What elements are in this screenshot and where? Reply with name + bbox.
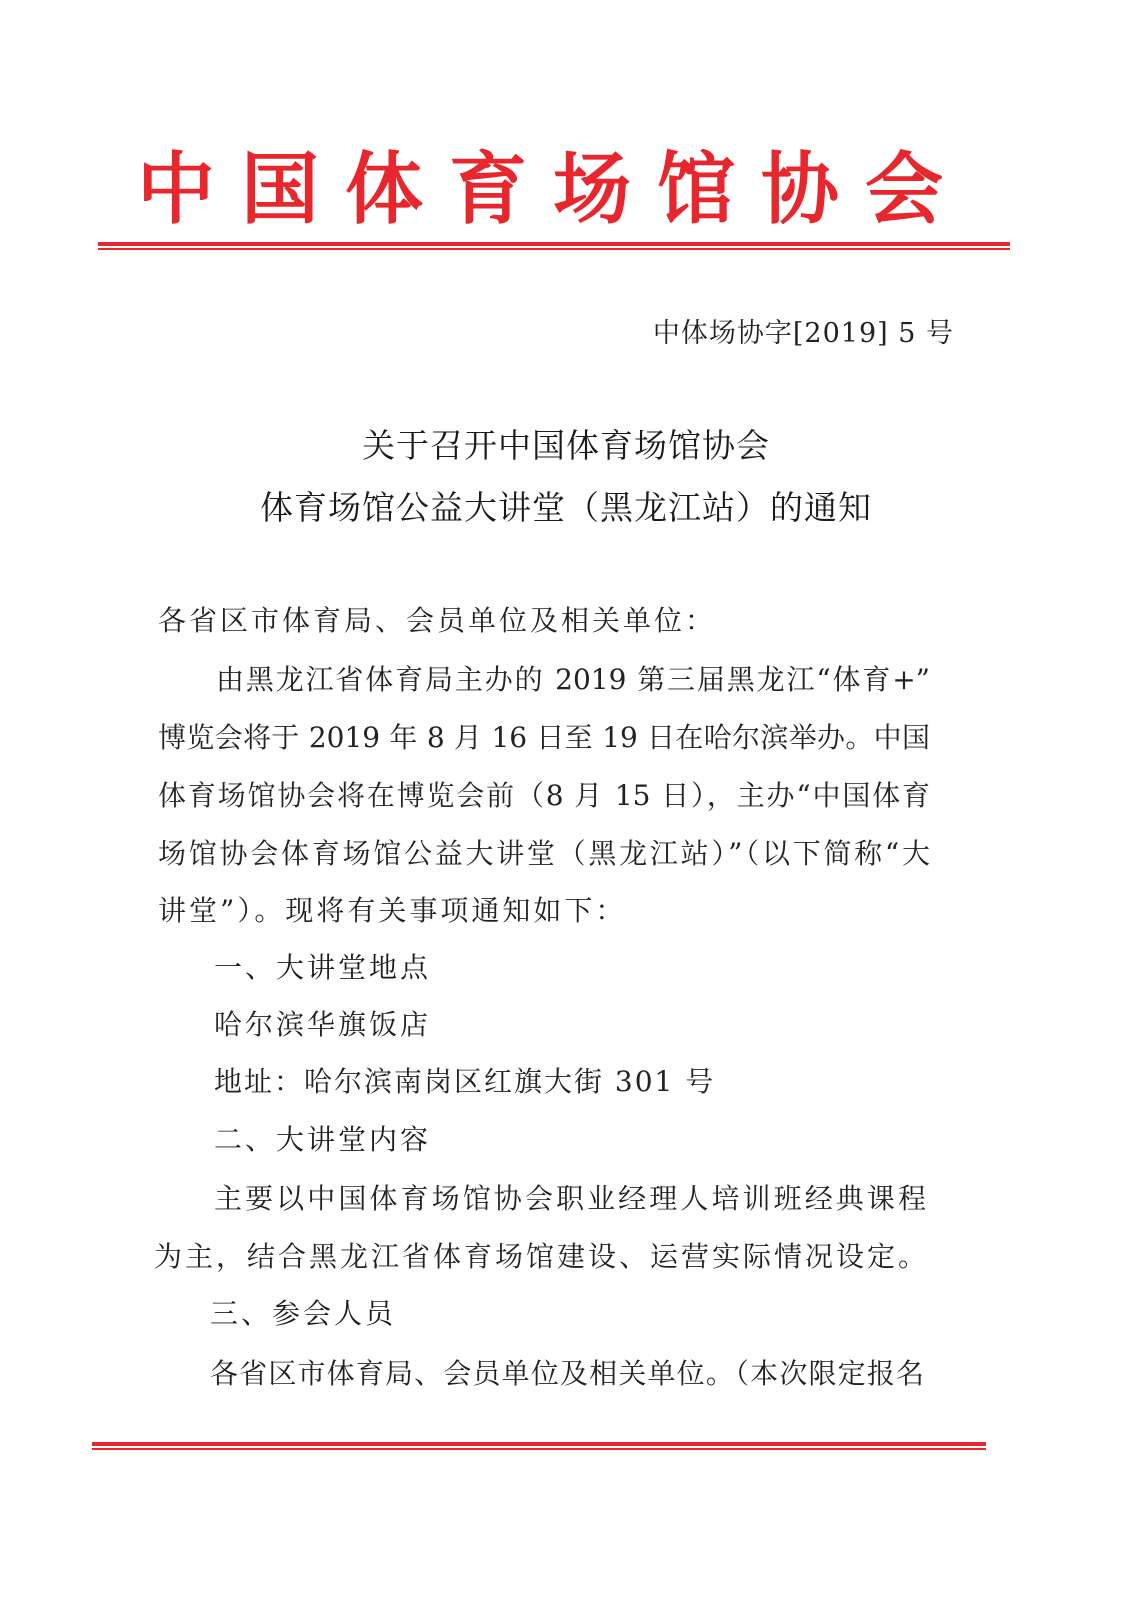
document-number: 中体场协字[2019] 5 号 — [652, 318, 954, 349]
intro-line-1: 由黑龙江省体育局主办的 2019 第三届黑龙江“体育+” — [216, 663, 930, 696]
intro-line-5: 讲堂”）。现将有关事项通知如下： — [158, 894, 627, 927]
notice-title-line-2: 体育场馆公益大讲堂（黑龙江站）的通知 — [260, 488, 872, 527]
intro-line-2: 博览会将于 2019 年 8 月 16 日至 19 日在哈尔滨举办。中国 — [158, 721, 930, 754]
venue-address: 地址：哈尔滨南岗区红旗大街 301 号 — [214, 1065, 716, 1098]
participants-heading: 三、参会人员 — [210, 1297, 397, 1330]
intro-line-4: 场馆协会体育场馆公益大讲堂（黑龙江站）”（以下简称“大 — [158, 837, 930, 870]
participants-line: 各省区市体育局、会员单位及相关单位。（本次限定报名 — [210, 1357, 924, 1390]
organization-header: 中国体育场馆协会 — [136, 145, 969, 235]
content-line-1: 主要以中国体育场馆协会职业经理人培训班经典课程 — [214, 1182, 926, 1215]
content-line-2: 为主，结合黑龙江省体育场馆建设、运营实际情况设定。 — [154, 1240, 930, 1273]
header-red-rule — [98, 242, 1010, 250]
footer-red-rule — [92, 1442, 986, 1450]
intro-line-3: 体育场馆协会将在博览会前（8 月 15 日），主办“中国体育 — [158, 779, 930, 812]
venue-heading: 一、大讲堂地点 — [214, 951, 432, 984]
salutation: 各省区市体育局、会员单位及相关单位： — [158, 604, 717, 637]
venue-name: 哈尔滨华旗饭店 — [214, 1008, 432, 1041]
content-heading: 二、大讲堂内容 — [214, 1123, 432, 1156]
notice-title-line-1: 关于召开中国体育场馆协会 — [362, 426, 770, 465]
